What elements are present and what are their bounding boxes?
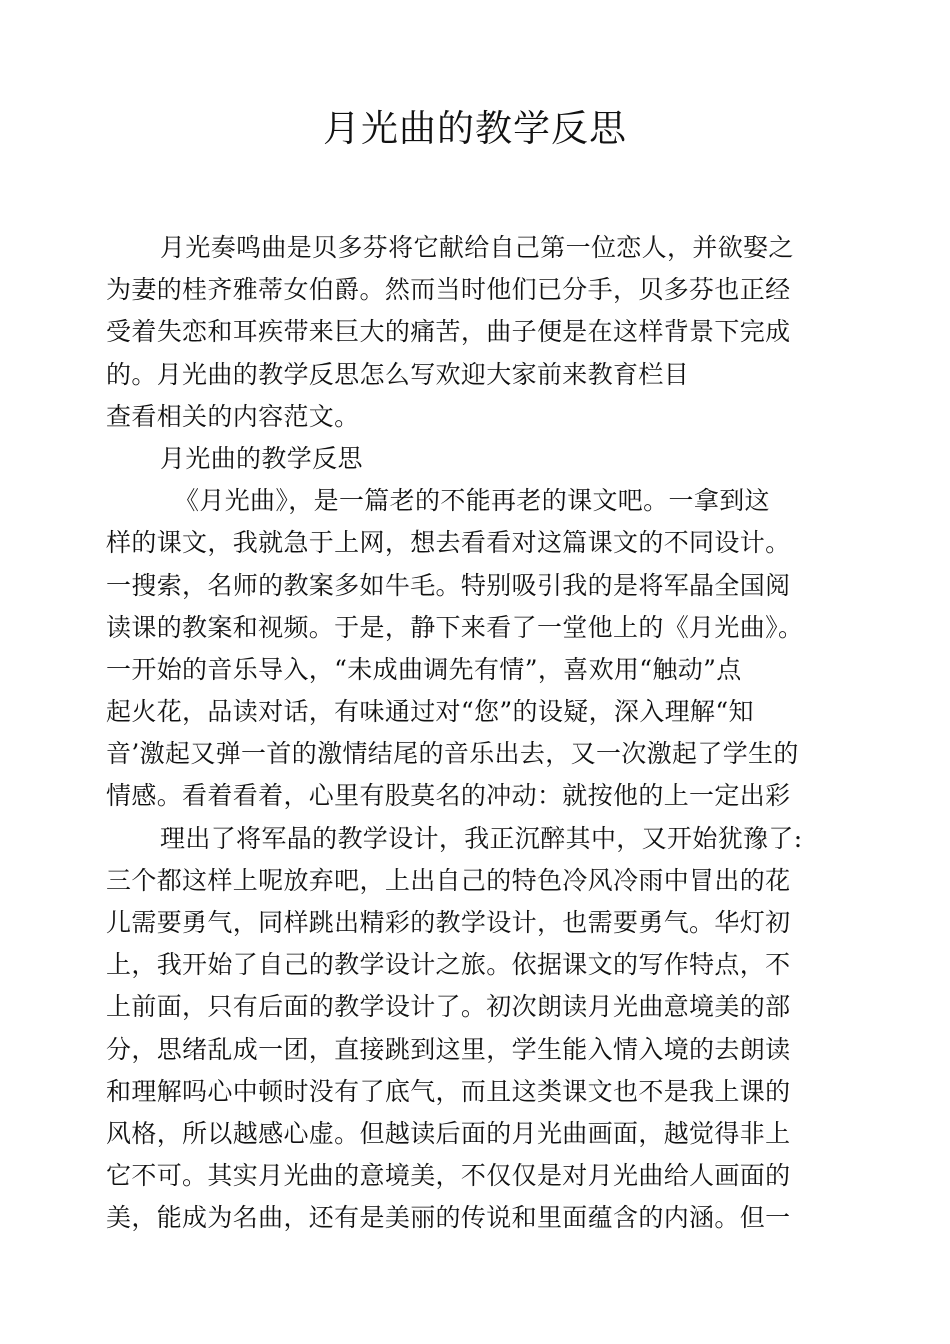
text-line: 儿需要勇气，同样跳出精彩的教学设计，也需要勇气。华灯初 bbox=[106, 908, 791, 937]
text-line: 美，能成为名曲，还有是美丽的传说和里面蕴含的内涵。但一 bbox=[106, 1203, 791, 1233]
text-line: 风格，所以越感心虚。但越读后面的月光曲画面，越觉得非上 bbox=[106, 1118, 791, 1148]
text-line: 月光奏鸣曲是贝多芬将它献给自己第一位恋人，并欲娶之 bbox=[160, 233, 794, 262]
text-line: 三个都这样上呢放弃吧，上出自己的特色冷风冷雨中冒出的花 bbox=[106, 865, 791, 895]
text-line: 一搜索，名师的教案多如牛毛。特别吸引我的是将军晶全国阅 bbox=[106, 570, 791, 600]
text-line: 和理解吗心中顿时没有了底气，而且这类课文也不是我上课的 bbox=[106, 1076, 791, 1106]
text-line: 上前面，只有后面的教学设计了。初次朗读月光曲意境美的部 bbox=[106, 992, 791, 1022]
text-line: 受着失恋和耳疾带来巨大的痛苦，曲子便是在这样背景下完成 bbox=[106, 317, 791, 347]
text-line: 情感。看着看着，心里有股莫名的冲动：就按他的上一定出彩 bbox=[106, 781, 791, 811]
text-line: 起火花，品读对话，有味通过对“您”的设疑，深入理解“知 bbox=[106, 697, 754, 727]
text-line: 查看相关的内容范文。 bbox=[106, 401, 360, 431]
section-heading: 月光曲的教学反思 bbox=[160, 443, 363, 473]
text-line: 的。月光曲的教学反思怎么写欢迎大家前来教育栏目 bbox=[106, 359, 690, 389]
text-line: 音’激起又弹一首的激情结尾的音乐出去，又一次激起了学生的 bbox=[106, 739, 799, 769]
text-line: 它不可。其实月光曲的意境美，不仅仅是对月光曲给人画面的 bbox=[106, 1161, 791, 1191]
text-line: 一开始的音乐导入，“未成曲调先有情”，喜欢用“触动”点 bbox=[106, 654, 742, 684]
text-line: 《月光曲》，是一篇老的不能再老的课文吧。一拿到这 bbox=[174, 486, 770, 516]
document-title: 月光曲的教学反思 bbox=[323, 107, 627, 150]
text-line: 为妻的桂齐雅蒂女伯爵。然而当时他们已分手，贝多芬也正经 bbox=[106, 275, 791, 305]
text-line: 上，我开始了自己的教学设计之旅。依据课文的写作特点，不 bbox=[106, 950, 791, 980]
document-body bbox=[106, 227, 858, 1240]
text-line: 理出了将军晶的教学设计，我正沉醉其中，又开始犹豫了: bbox=[160, 823, 803, 853]
text-line: 样的课文，我就急于上网，想去看看对这篇课文的不同设计。 bbox=[106, 528, 791, 558]
text-line: 读课的教案和视频。于是，静下来看了一堂他上的《月光曲》。 bbox=[106, 612, 804, 642]
text-line: 分，思绪乱成一团，直接跳到这里，学生能入情入境的去朗读 bbox=[106, 1034, 791, 1064]
